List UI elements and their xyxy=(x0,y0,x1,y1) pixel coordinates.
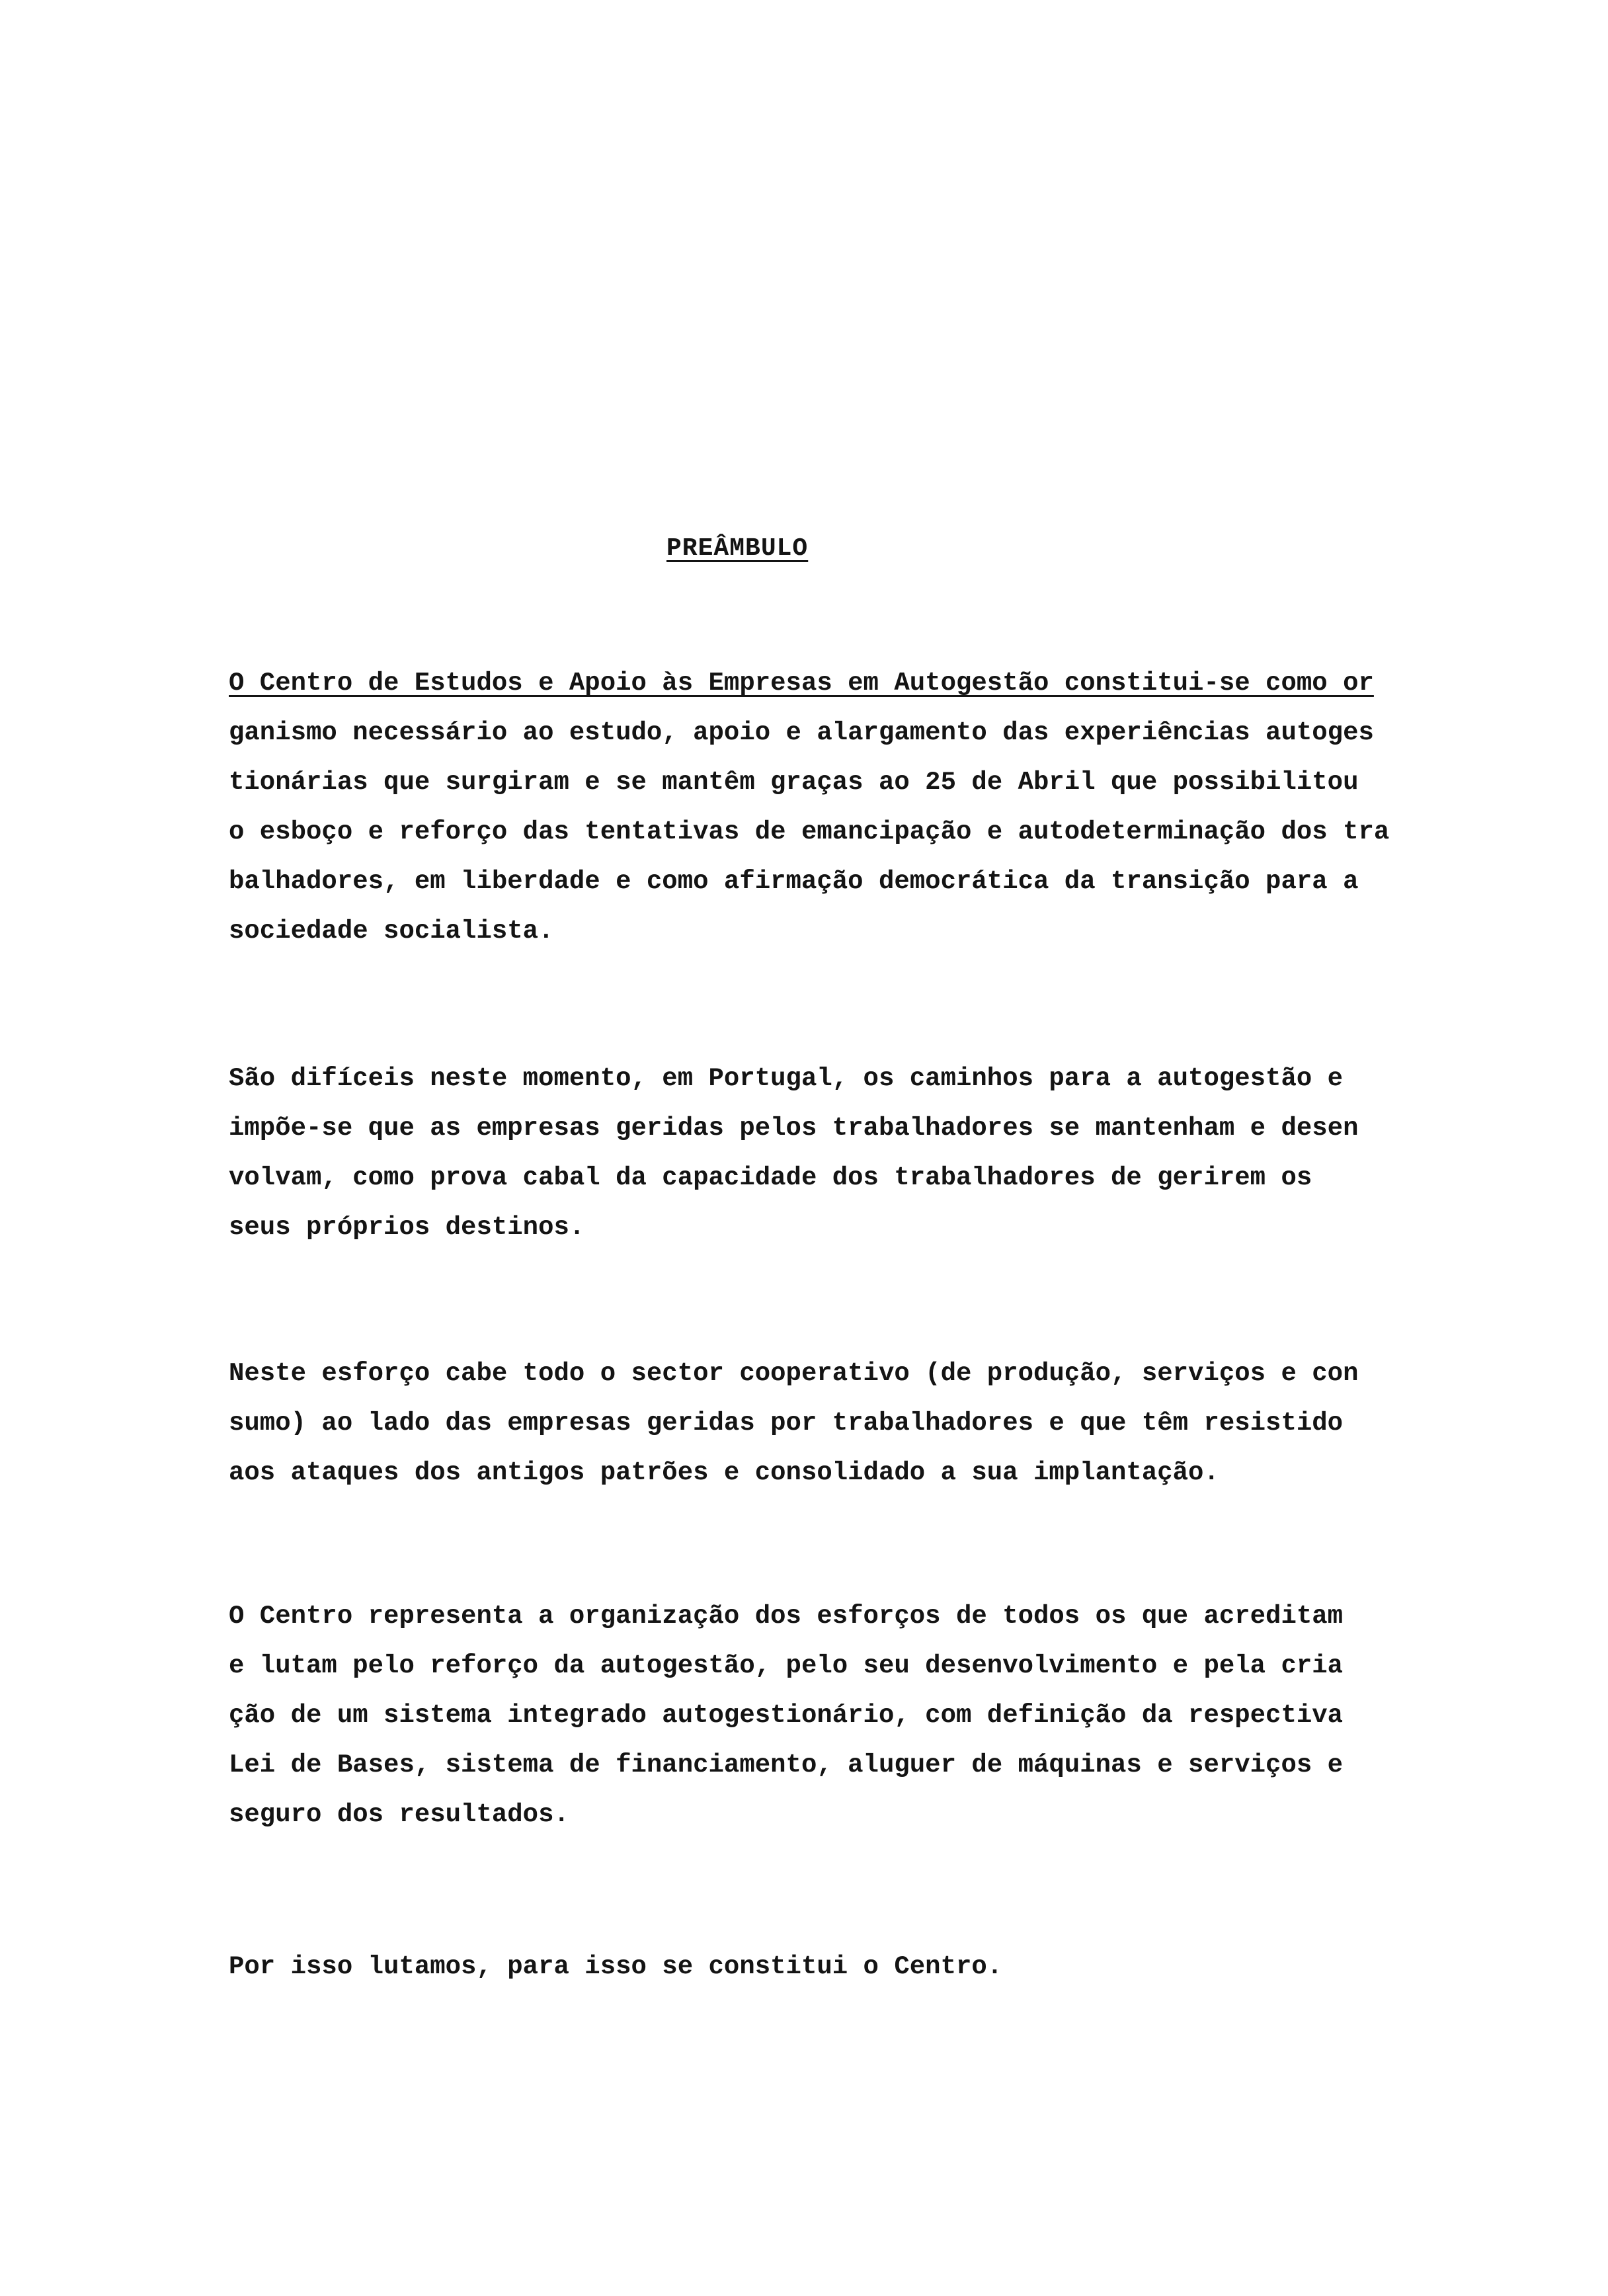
paragraph-2 xyxy=(229,1054,1485,1252)
text-line: seguro dos resultados. xyxy=(229,1800,569,1829)
text-line: balhadores, em liberdade e como afirmação democrática da transição para a xyxy=(229,867,1359,896)
text-line: sumo) ao lado das empresas geridas por trabalhadores e que têm resistido xyxy=(229,1409,1344,1438)
text-line: e lutam pelo reforço da autogestão, pelo seu desenvolvimento e pela cria xyxy=(229,1651,1344,1680)
text-line: Lei de Bases, sistema de financiamento, aluguer de máquinas e serviços e xyxy=(229,1750,1344,1780)
text-line: O Centro de Estudos e Apoio às Empresas em Autogestão constitui-se como or xyxy=(229,669,1374,698)
text-line: tionárias que surgiram e se mantêm graças ao 25 de Abril que possibilitou xyxy=(229,768,1359,797)
document-title: PREÂMBULO xyxy=(666,534,809,563)
text-line: Neste esforço cabe todo o sector cooperativo (de produção, serviços e con xyxy=(229,1359,1359,1388)
text-line: ganismo necessário ao estudo, apoio e alargamento das experiências autoges xyxy=(229,718,1374,747)
text-line: seus próprios destinos. xyxy=(229,1213,585,1242)
text-line: aos ataques dos antigos patrões e consolidado a sua implantação. xyxy=(229,1458,1219,1487)
text-line: o esboço e reforço das tentativas de emancipação e autodeterminação dos tra xyxy=(229,817,1390,846)
text-line: São difíceis neste momento, em Portugal, os caminhos para a autogestão e xyxy=(229,1064,1344,1093)
paragraph-1 xyxy=(229,659,1485,956)
text-line: sociedade socialista. xyxy=(229,917,554,946)
text-line: impõe-se que as empresas geridas pelos trabalhadores se mantenham e desen xyxy=(229,1114,1359,1143)
paragraph-4 xyxy=(229,1592,1485,1840)
paragraph-3 xyxy=(229,1349,1485,1498)
text-line: Por isso lutamos, para isso se constitui o Centro. xyxy=(229,1952,1003,1981)
text-line: ção de um sistema integrado autogestionário, com definição da respectiva xyxy=(229,1701,1344,1730)
paragraph-5 xyxy=(229,1942,1485,1992)
text-line: volvam, como prova cabal da capacidade dos trabalhadores de gerirem os xyxy=(229,1163,1312,1192)
text-line: O Centro representa a organização dos esforços de todos os que acreditam xyxy=(229,1602,1344,1631)
